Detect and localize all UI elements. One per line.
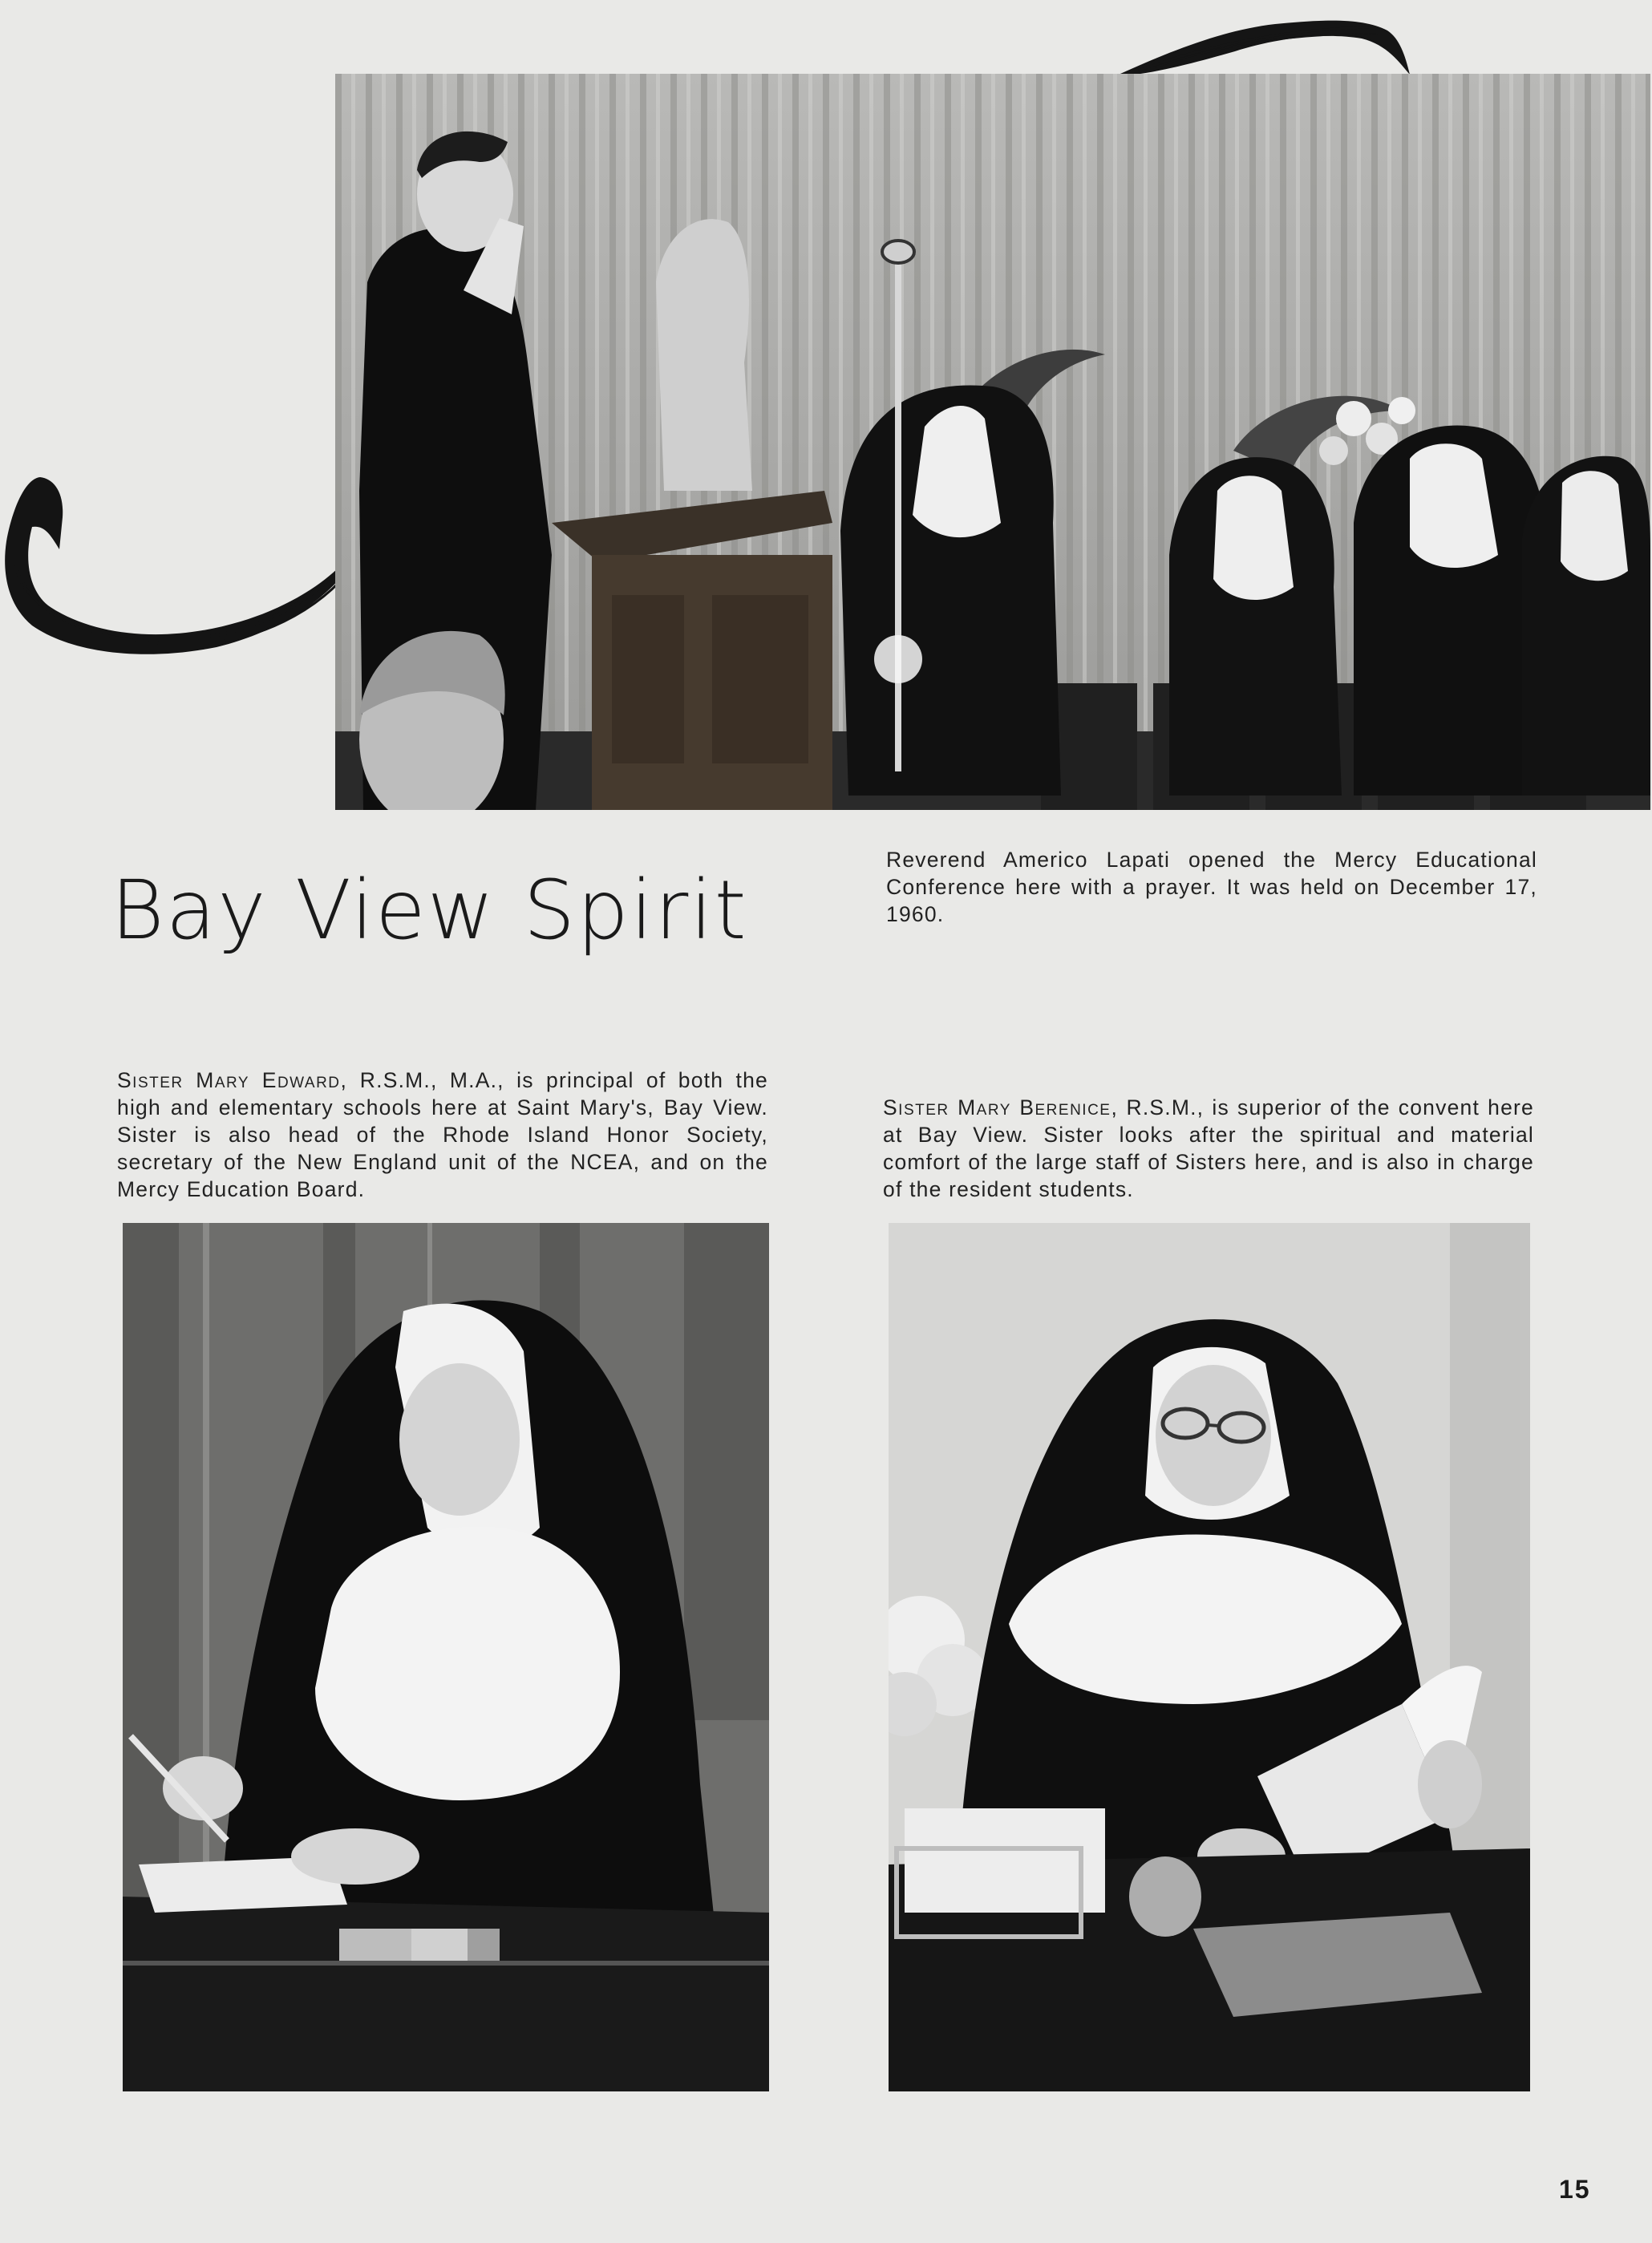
photo-reverend-conference <box>335 74 1650 810</box>
photo-sister-mary-edward <box>123 1223 769 2091</box>
caption-name: Sister Mary Berenice, <box>883 1095 1119 1119</box>
caption-body: R.S.M., M.A., is principal of both the high and elementary schools here at Saint Mary's, Bay View. Sister is also head of the Rhode Island Honor Society, secretary of the New England unit of the NCEA, and on the Mercy Education Board. <box>117 1068 768 1201</box>
page-number: 15 <box>1559 2175 1591 2204</box>
caption-sister-mary-berenice <box>883 1094 1534 1203</box>
caption-sister-mary-edward <box>117 1067 768 1203</box>
caption-body: R.S.M., is superior of the convent here at Bay View. Sister looks after the spiritual and material comfort of the large staff of Sisters here, and is also in charge of the resident students. <box>883 1095 1534 1201</box>
page-title: Bay View Spirit <box>111 863 748 958</box>
photo-sister-mary-berenice <box>889 1223 1530 2091</box>
brush-stroke-swirl-decoration <box>0 469 341 678</box>
caption-name: Sister Mary Edward, <box>117 1068 348 1092</box>
brush-stroke-top-decoration <box>1107 6 1419 83</box>
caption-top: Reverend Americo Lapati opened the Mercy Educational Conference here with a prayer. It was held on December 17, 1960. <box>886 848 1537 926</box>
